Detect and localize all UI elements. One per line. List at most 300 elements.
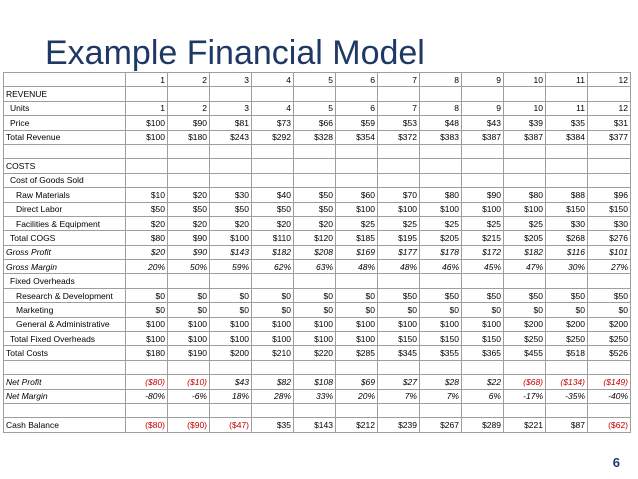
table-cell <box>378 274 420 288</box>
table-cell <box>294 87 336 101</box>
table-cell <box>210 360 252 374</box>
table-cell <box>420 403 462 417</box>
table-row <box>4 159 631 173</box>
row-label: Gross Profit <box>4 245 126 259</box>
table-cell: $345 <box>378 346 420 360</box>
table-cell: 2 <box>168 73 210 87</box>
table-cell: $215 <box>462 231 504 245</box>
table-cell <box>588 173 631 187</box>
table-cell <box>294 144 336 158</box>
table-row <box>4 403 631 417</box>
table-cell <box>210 159 252 173</box>
table-cell: $180 <box>126 346 168 360</box>
table-cell <box>126 360 168 374</box>
table-cell: $150 <box>420 332 462 346</box>
table-cell: $82 <box>252 375 294 389</box>
table-cell: $200 <box>546 317 588 331</box>
table-cell: $100 <box>210 317 252 331</box>
table-cell: $377 <box>588 130 631 144</box>
table-cell <box>294 274 336 288</box>
table-row <box>4 260 631 274</box>
table-cell: $276 <box>588 231 631 245</box>
table-cell: $30 <box>588 216 631 230</box>
table-cell: $100 <box>126 130 168 144</box>
table-cell <box>378 360 420 374</box>
table-cell: $526 <box>588 346 631 360</box>
table-cell: $365 <box>462 346 504 360</box>
table-cell: $108 <box>294 375 336 389</box>
table-cell: ($134) <box>546 375 588 389</box>
table-cell: $43 <box>210 375 252 389</box>
table-cell: $20 <box>252 216 294 230</box>
table-cell: -80% <box>126 389 168 403</box>
table-cell: ($68) <box>504 375 546 389</box>
table-cell: 59% <box>210 260 252 274</box>
table-cell: 7% <box>420 389 462 403</box>
table-cell: $50 <box>546 288 588 302</box>
page-number: 6 <box>612 455 620 470</box>
table-cell: $100 <box>126 317 168 331</box>
table-cell: $110 <box>252 231 294 245</box>
table-cell <box>378 173 420 187</box>
table-cell: $40 <box>252 188 294 202</box>
table-cell: $50 <box>504 288 546 302</box>
table-cell: $100 <box>126 332 168 346</box>
table-cell <box>210 274 252 288</box>
table-cell <box>378 144 420 158</box>
table-cell <box>294 159 336 173</box>
row-label: Total Revenue <box>4 130 126 144</box>
table-cell <box>336 403 378 417</box>
table-cell: 2 <box>168 101 210 115</box>
table-cell: $169 <box>336 245 378 259</box>
row-label: Net Profit <box>4 375 126 389</box>
table-cell: $0 <box>294 303 336 317</box>
table-cell: $100 <box>294 317 336 331</box>
table-cell: $355 <box>420 346 462 360</box>
table-cell: -35% <box>546 389 588 403</box>
row-label: Direct Labor <box>4 202 126 216</box>
table-cell: $100 <box>420 202 462 216</box>
table-cell <box>546 403 588 417</box>
table-row <box>4 274 631 288</box>
table-row <box>4 216 631 230</box>
row-label: Marketing <box>4 303 126 317</box>
table-cell: 27% <box>588 260 631 274</box>
row-label: Gross Margin <box>4 260 126 274</box>
table-cell: $177 <box>378 245 420 259</box>
row-label: Facilities & Equipment <box>4 216 126 230</box>
table-cell <box>504 159 546 173</box>
table-cell <box>252 159 294 173</box>
table-cell <box>210 144 252 158</box>
table-cell: $518 <box>546 346 588 360</box>
table-row <box>4 389 631 403</box>
table-row <box>4 130 631 144</box>
table-cell: $292 <box>252 130 294 144</box>
table-cell: $150 <box>378 332 420 346</box>
table-cell: $22 <box>462 375 504 389</box>
row-label: COSTS <box>4 159 126 173</box>
table-cell: $100 <box>168 332 210 346</box>
table-cell: 3 <box>210 101 252 115</box>
table-cell <box>252 87 294 101</box>
table-cell: $143 <box>294 418 336 432</box>
table-cell: $100 <box>252 332 294 346</box>
table-cell <box>546 274 588 288</box>
table-cell: $116 <box>546 245 588 259</box>
table-cell: $50 <box>294 202 336 216</box>
table-row <box>4 231 631 245</box>
table-cell <box>294 360 336 374</box>
table-cell: 5 <box>294 73 336 87</box>
table-cell <box>294 403 336 417</box>
table-cell <box>546 144 588 158</box>
table-cell: $150 <box>462 332 504 346</box>
table-cell <box>588 144 631 158</box>
table-cell: $455 <box>504 346 546 360</box>
row-label: General & Administrative <box>4 317 126 331</box>
table-cell: 20% <box>126 260 168 274</box>
table-cell: $35 <box>546 116 588 130</box>
table-cell: $178 <box>420 245 462 259</box>
table-cell <box>336 87 378 101</box>
table-cell <box>210 173 252 187</box>
table-cell <box>462 159 504 173</box>
table-cell <box>588 274 631 288</box>
table-cell: $200 <box>210 346 252 360</box>
row-label: Total Fixed Overheads <box>4 332 126 346</box>
table-cell: 1 <box>126 73 168 87</box>
table-cell: ($62) <box>588 418 631 432</box>
table-cell: $267 <box>420 418 462 432</box>
table-cell: $100 <box>462 202 504 216</box>
table-cell <box>126 173 168 187</box>
row-label: REVENUE <box>4 87 126 101</box>
table-cell: $100 <box>420 317 462 331</box>
row-label <box>4 73 126 87</box>
table-cell <box>126 144 168 158</box>
table-cell <box>504 360 546 374</box>
table-cell: $100 <box>378 202 420 216</box>
table-cell: $20 <box>294 216 336 230</box>
table-cell: 6 <box>336 101 378 115</box>
table-cell: 30% <box>546 260 588 274</box>
table-cell: $185 <box>336 231 378 245</box>
table-cell: 18% <box>210 389 252 403</box>
table-cell <box>546 87 588 101</box>
table-cell: $328 <box>294 130 336 144</box>
table-cell: $25 <box>420 216 462 230</box>
table-cell: $80 <box>504 188 546 202</box>
table-cell: ($10) <box>168 375 210 389</box>
table-cell: $205 <box>504 231 546 245</box>
table-cell: $285 <box>336 346 378 360</box>
table-cell <box>420 87 462 101</box>
table-cell: $387 <box>462 130 504 144</box>
table-cell: $383 <box>420 130 462 144</box>
table-cell: $100 <box>336 317 378 331</box>
table-cell: $0 <box>546 303 588 317</box>
row-label: Raw Materials <box>4 188 126 202</box>
table-cell <box>252 403 294 417</box>
table-cell: $87 <box>546 418 588 432</box>
table-row <box>4 332 631 346</box>
table-row <box>4 101 631 115</box>
table-cell: 3 <box>210 73 252 87</box>
table-cell <box>462 360 504 374</box>
table-cell: $0 <box>126 303 168 317</box>
table-cell: $268 <box>546 231 588 245</box>
table-row <box>4 173 631 187</box>
table-cell <box>168 173 210 187</box>
table-cell: $96 <box>588 188 631 202</box>
table-cell: $100 <box>462 317 504 331</box>
table-cell: $101 <box>588 245 631 259</box>
table-cell: $20 <box>126 216 168 230</box>
table-cell <box>336 159 378 173</box>
row-label: Total COGS <box>4 231 126 245</box>
table-cell: ($149) <box>588 375 631 389</box>
table-cell: 10 <box>504 101 546 115</box>
table-cell: $53 <box>378 116 420 130</box>
table-cell <box>168 159 210 173</box>
table-cell: $250 <box>504 332 546 346</box>
table-cell <box>168 403 210 417</box>
table-cell <box>504 144 546 158</box>
table-cell: $212 <box>336 418 378 432</box>
table-cell: $0 <box>210 288 252 302</box>
table-cell: $81 <box>210 116 252 130</box>
table-cell <box>252 144 294 158</box>
table-cell: 33% <box>294 389 336 403</box>
table-row <box>4 116 631 130</box>
table-cell: $20 <box>126 245 168 259</box>
table-cell: $100 <box>294 332 336 346</box>
row-label <box>4 403 126 417</box>
row-label: Units <box>4 101 126 115</box>
table-row <box>4 288 631 302</box>
table-cell: $59 <box>336 116 378 130</box>
table-row <box>4 144 631 158</box>
table-cell: -40% <box>588 389 631 403</box>
table-cell: 63% <box>294 260 336 274</box>
table-cell: 6 <box>336 73 378 87</box>
table-cell <box>210 87 252 101</box>
table-cell <box>504 173 546 187</box>
table-cell <box>336 274 378 288</box>
table-cell <box>168 87 210 101</box>
slide-title: Example Financial Model <box>45 34 425 72</box>
table-cell <box>462 87 504 101</box>
table-cell <box>336 173 378 187</box>
table-cell <box>210 403 252 417</box>
row-label <box>4 144 126 158</box>
table-cell: $239 <box>378 418 420 432</box>
table-cell: $150 <box>546 202 588 216</box>
table-cell: 45% <box>462 260 504 274</box>
row-label: Total Costs <box>4 346 126 360</box>
table-cell: $25 <box>336 216 378 230</box>
table-cell <box>420 173 462 187</box>
table-cell <box>420 274 462 288</box>
table-cell: 9 <box>462 101 504 115</box>
table-cell: $243 <box>210 130 252 144</box>
table-cell: ($47) <box>210 418 252 432</box>
table-cell: $0 <box>294 288 336 302</box>
table-cell <box>504 403 546 417</box>
table-cell: 10 <box>504 73 546 87</box>
table-cell <box>546 360 588 374</box>
table-cell: $50 <box>126 202 168 216</box>
table-cell: $90 <box>168 231 210 245</box>
table-cell <box>462 274 504 288</box>
table-cell <box>546 173 588 187</box>
financial-model-table-container <box>3 72 631 433</box>
table-cell: 7% <box>378 389 420 403</box>
table-cell <box>588 87 631 101</box>
table-row <box>4 73 631 87</box>
table-cell <box>420 159 462 173</box>
table-cell: $27 <box>378 375 420 389</box>
table-cell: 28% <box>252 389 294 403</box>
table-cell: $220 <box>294 346 336 360</box>
table-cell: $0 <box>252 288 294 302</box>
table-cell: $182 <box>504 245 546 259</box>
table-cell: $221 <box>504 418 546 432</box>
table-cell: $50 <box>294 188 336 202</box>
table-cell <box>252 173 294 187</box>
row-label: Cash Balance <box>4 418 126 432</box>
table-cell: 7 <box>378 101 420 115</box>
table-cell <box>420 360 462 374</box>
table-cell: $100 <box>210 231 252 245</box>
table-cell <box>462 403 504 417</box>
table-cell: $20 <box>210 216 252 230</box>
table-cell: $30 <box>210 188 252 202</box>
table-row <box>4 317 631 331</box>
table-cell: $200 <box>504 317 546 331</box>
table-cell <box>126 159 168 173</box>
table-cell: -17% <box>504 389 546 403</box>
table-cell: $90 <box>168 116 210 130</box>
table-cell: 8 <box>420 73 462 87</box>
table-cell: $0 <box>252 303 294 317</box>
table-cell: $66 <box>294 116 336 130</box>
table-cell <box>378 159 420 173</box>
table-cell: $20 <box>168 216 210 230</box>
table-cell: $384 <box>546 130 588 144</box>
table-cell: $90 <box>168 245 210 259</box>
table-cell <box>126 274 168 288</box>
table-cell: 5 <box>294 101 336 115</box>
financial-model-table <box>3 72 631 433</box>
table-cell <box>462 173 504 187</box>
table-cell: $50 <box>462 288 504 302</box>
table-cell: $0 <box>168 288 210 302</box>
table-row <box>4 375 631 389</box>
table-cell <box>504 274 546 288</box>
table-cell: $0 <box>462 303 504 317</box>
table-cell: $172 <box>462 245 504 259</box>
table-cell: $50 <box>210 202 252 216</box>
table-cell: $190 <box>168 346 210 360</box>
table-cell <box>336 360 378 374</box>
table-cell <box>168 274 210 288</box>
table-row <box>4 360 631 374</box>
table-cell: $30 <box>546 216 588 230</box>
table-cell: 12 <box>588 101 631 115</box>
table-cell: $88 <box>546 188 588 202</box>
table-cell <box>168 360 210 374</box>
row-label: Price <box>4 116 126 130</box>
table-cell: $150 <box>588 202 631 216</box>
table-cell: $25 <box>504 216 546 230</box>
table-cell: $0 <box>588 303 631 317</box>
table-cell: 48% <box>336 260 378 274</box>
table-cell: $250 <box>546 332 588 346</box>
table-cell: $100 <box>210 332 252 346</box>
table-cell: $60 <box>336 188 378 202</box>
table-cell: $100 <box>126 116 168 130</box>
table-cell: $25 <box>462 216 504 230</box>
table-cell <box>588 403 631 417</box>
table-cell: 47% <box>504 260 546 274</box>
table-cell <box>462 144 504 158</box>
table-cell: $0 <box>168 303 210 317</box>
table-cell: 4 <box>252 73 294 87</box>
table-cell: $180 <box>168 130 210 144</box>
table-cell: 48% <box>378 260 420 274</box>
table-cell: 9 <box>462 73 504 87</box>
table-row <box>4 202 631 216</box>
row-label: Fixed Overheads <box>4 274 126 288</box>
table-row <box>4 245 631 259</box>
table-cell: $48 <box>420 116 462 130</box>
table-cell: 7 <box>378 73 420 87</box>
table-cell: 12 <box>588 73 631 87</box>
table-cell: $200 <box>588 317 631 331</box>
table-cell: $100 <box>378 317 420 331</box>
table-cell: $70 <box>378 188 420 202</box>
table-cell: ($80) <box>126 375 168 389</box>
table-cell: 50% <box>168 260 210 274</box>
table-cell: $0 <box>378 303 420 317</box>
table-cell <box>336 144 378 158</box>
table-cell: ($80) <box>126 418 168 432</box>
table-cell: $43 <box>462 116 504 130</box>
table-cell: 11 <box>546 101 588 115</box>
table-cell: 4 <box>252 101 294 115</box>
table-cell: $73 <box>252 116 294 130</box>
table-cell: $0 <box>210 303 252 317</box>
table-cell: $69 <box>336 375 378 389</box>
table-cell: $20 <box>168 188 210 202</box>
row-label: Research & Development <box>4 288 126 302</box>
table-cell: $208 <box>294 245 336 259</box>
table-cell: ($90) <box>168 418 210 432</box>
table-cell: $100 <box>336 202 378 216</box>
table-cell <box>252 360 294 374</box>
table-cell <box>588 360 631 374</box>
table-row <box>4 87 631 101</box>
table-cell: 6% <box>462 389 504 403</box>
table-cell: $100 <box>168 317 210 331</box>
table-cell: 62% <box>252 260 294 274</box>
table-cell: $143 <box>210 245 252 259</box>
table-cell: $0 <box>336 288 378 302</box>
table-cell: $50 <box>588 288 631 302</box>
